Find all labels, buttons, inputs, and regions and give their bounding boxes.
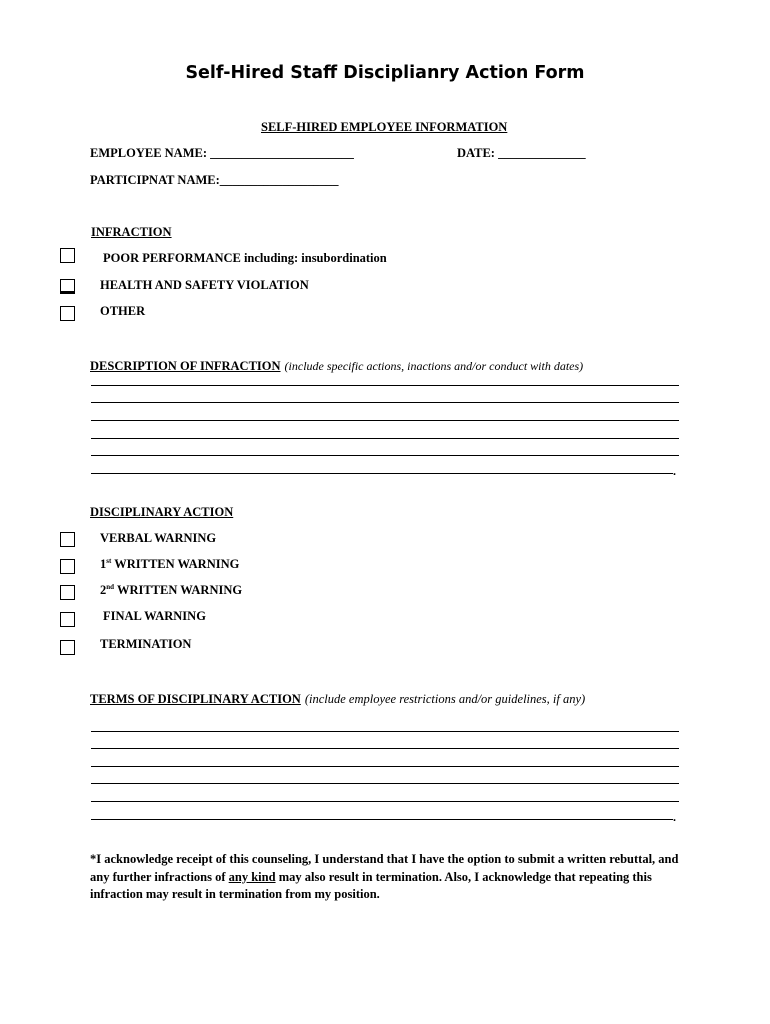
section-heading-infraction: INFRACTION (91, 225, 172, 239)
description-line[interactable] (91, 455, 679, 456)
description-line[interactable] (91, 402, 679, 403)
participant-name-blank[interactable]: ___________________ (219, 173, 339, 187)
terms-hint: (include employee restrictions and/or guidelines, if any) (304, 692, 586, 706)
employee-name-field[interactable] (90, 146, 354, 161)
terms-line[interactable] (91, 783, 679, 784)
option-termination: TERMINATION (100, 637, 192, 651)
section-heading-employee-info: SELF-HIRED EMPLOYEE INFORMATION (261, 120, 508, 134)
date-label: DATE: (457, 146, 495, 160)
checkbox-health-safety[interactable] (60, 279, 75, 294)
terms-end-mark: . (673, 810, 676, 824)
option-verbal-warning: VERBAL WARNING (100, 531, 217, 545)
terms-line[interactable] (91, 801, 679, 802)
option-other: OTHER (100, 304, 146, 318)
acknowledgement-emphasis: any kind (228, 869, 276, 884)
terms-line[interactable] (91, 748, 679, 749)
date-field[interactable] (457, 146, 586, 161)
terms-line[interactable] (91, 819, 673, 820)
description-heading-line (90, 357, 583, 375)
checkbox-poor-performance[interactable] (60, 248, 75, 263)
option-final-warning: FINAL WARNING (103, 609, 206, 623)
option-poor-performance: POOR PERFORMANCE including: insubordination (103, 251, 387, 265)
checkbox-termination[interactable] (60, 640, 75, 655)
date-blank[interactable]: ______________ (498, 146, 586, 160)
checkbox-second-written-warning[interactable] (60, 585, 75, 600)
terms-line[interactable] (91, 766, 679, 767)
checkbox-other[interactable] (60, 306, 75, 321)
checkbox-first-written-warning[interactable] (60, 559, 75, 574)
terms-heading-line (90, 690, 585, 708)
option-second-written-warning: 2nd WRITTEN WARNING (100, 582, 243, 597)
checkbox-verbal-warning[interactable] (60, 532, 75, 547)
participant-name-label: PARTICIPNAT NAME: (90, 173, 220, 187)
description-hint: (include specific actions, inactions and/or conduct with dates) (284, 359, 584, 373)
option-health-safety: HEALTH AND SAFETY VIOLATION (100, 278, 309, 292)
employee-name-label: EMPLOYEE NAME: (90, 146, 208, 160)
description-end-mark: . (673, 464, 676, 478)
checkbox-final-warning[interactable] (60, 612, 75, 627)
terms-heading: TERMS OF DISCIPLINARY ACTION (90, 692, 301, 706)
description-line[interactable] (91, 385, 679, 386)
participant-name-field[interactable] (90, 173, 339, 188)
description-line[interactable] (91, 438, 679, 439)
description-heading: DESCRIPTION OF INFRACTION (90, 359, 281, 373)
acknowledgement-text: *I acknowledge receipt of this counseling, I understand that I have the option to submit a written rebuttal, and any further infractions of any kind may also result in termination. Also, I acknowledge that repeating this infraction may result in termination from my position. (90, 852, 679, 901)
terms-line[interactable] (91, 731, 679, 732)
description-line[interactable] (91, 473, 673, 474)
section-heading-disciplinary-action: DISCIPLINARY ACTION (90, 505, 234, 519)
form-title: Self-Hired Staff Disciplianry Action Form (185, 63, 585, 83)
employee-name-blank[interactable]: _______________________ (210, 146, 354, 160)
description-line[interactable] (91, 420, 679, 421)
option-first-written-warning: 1st WRITTEN WARNING (100, 556, 240, 571)
